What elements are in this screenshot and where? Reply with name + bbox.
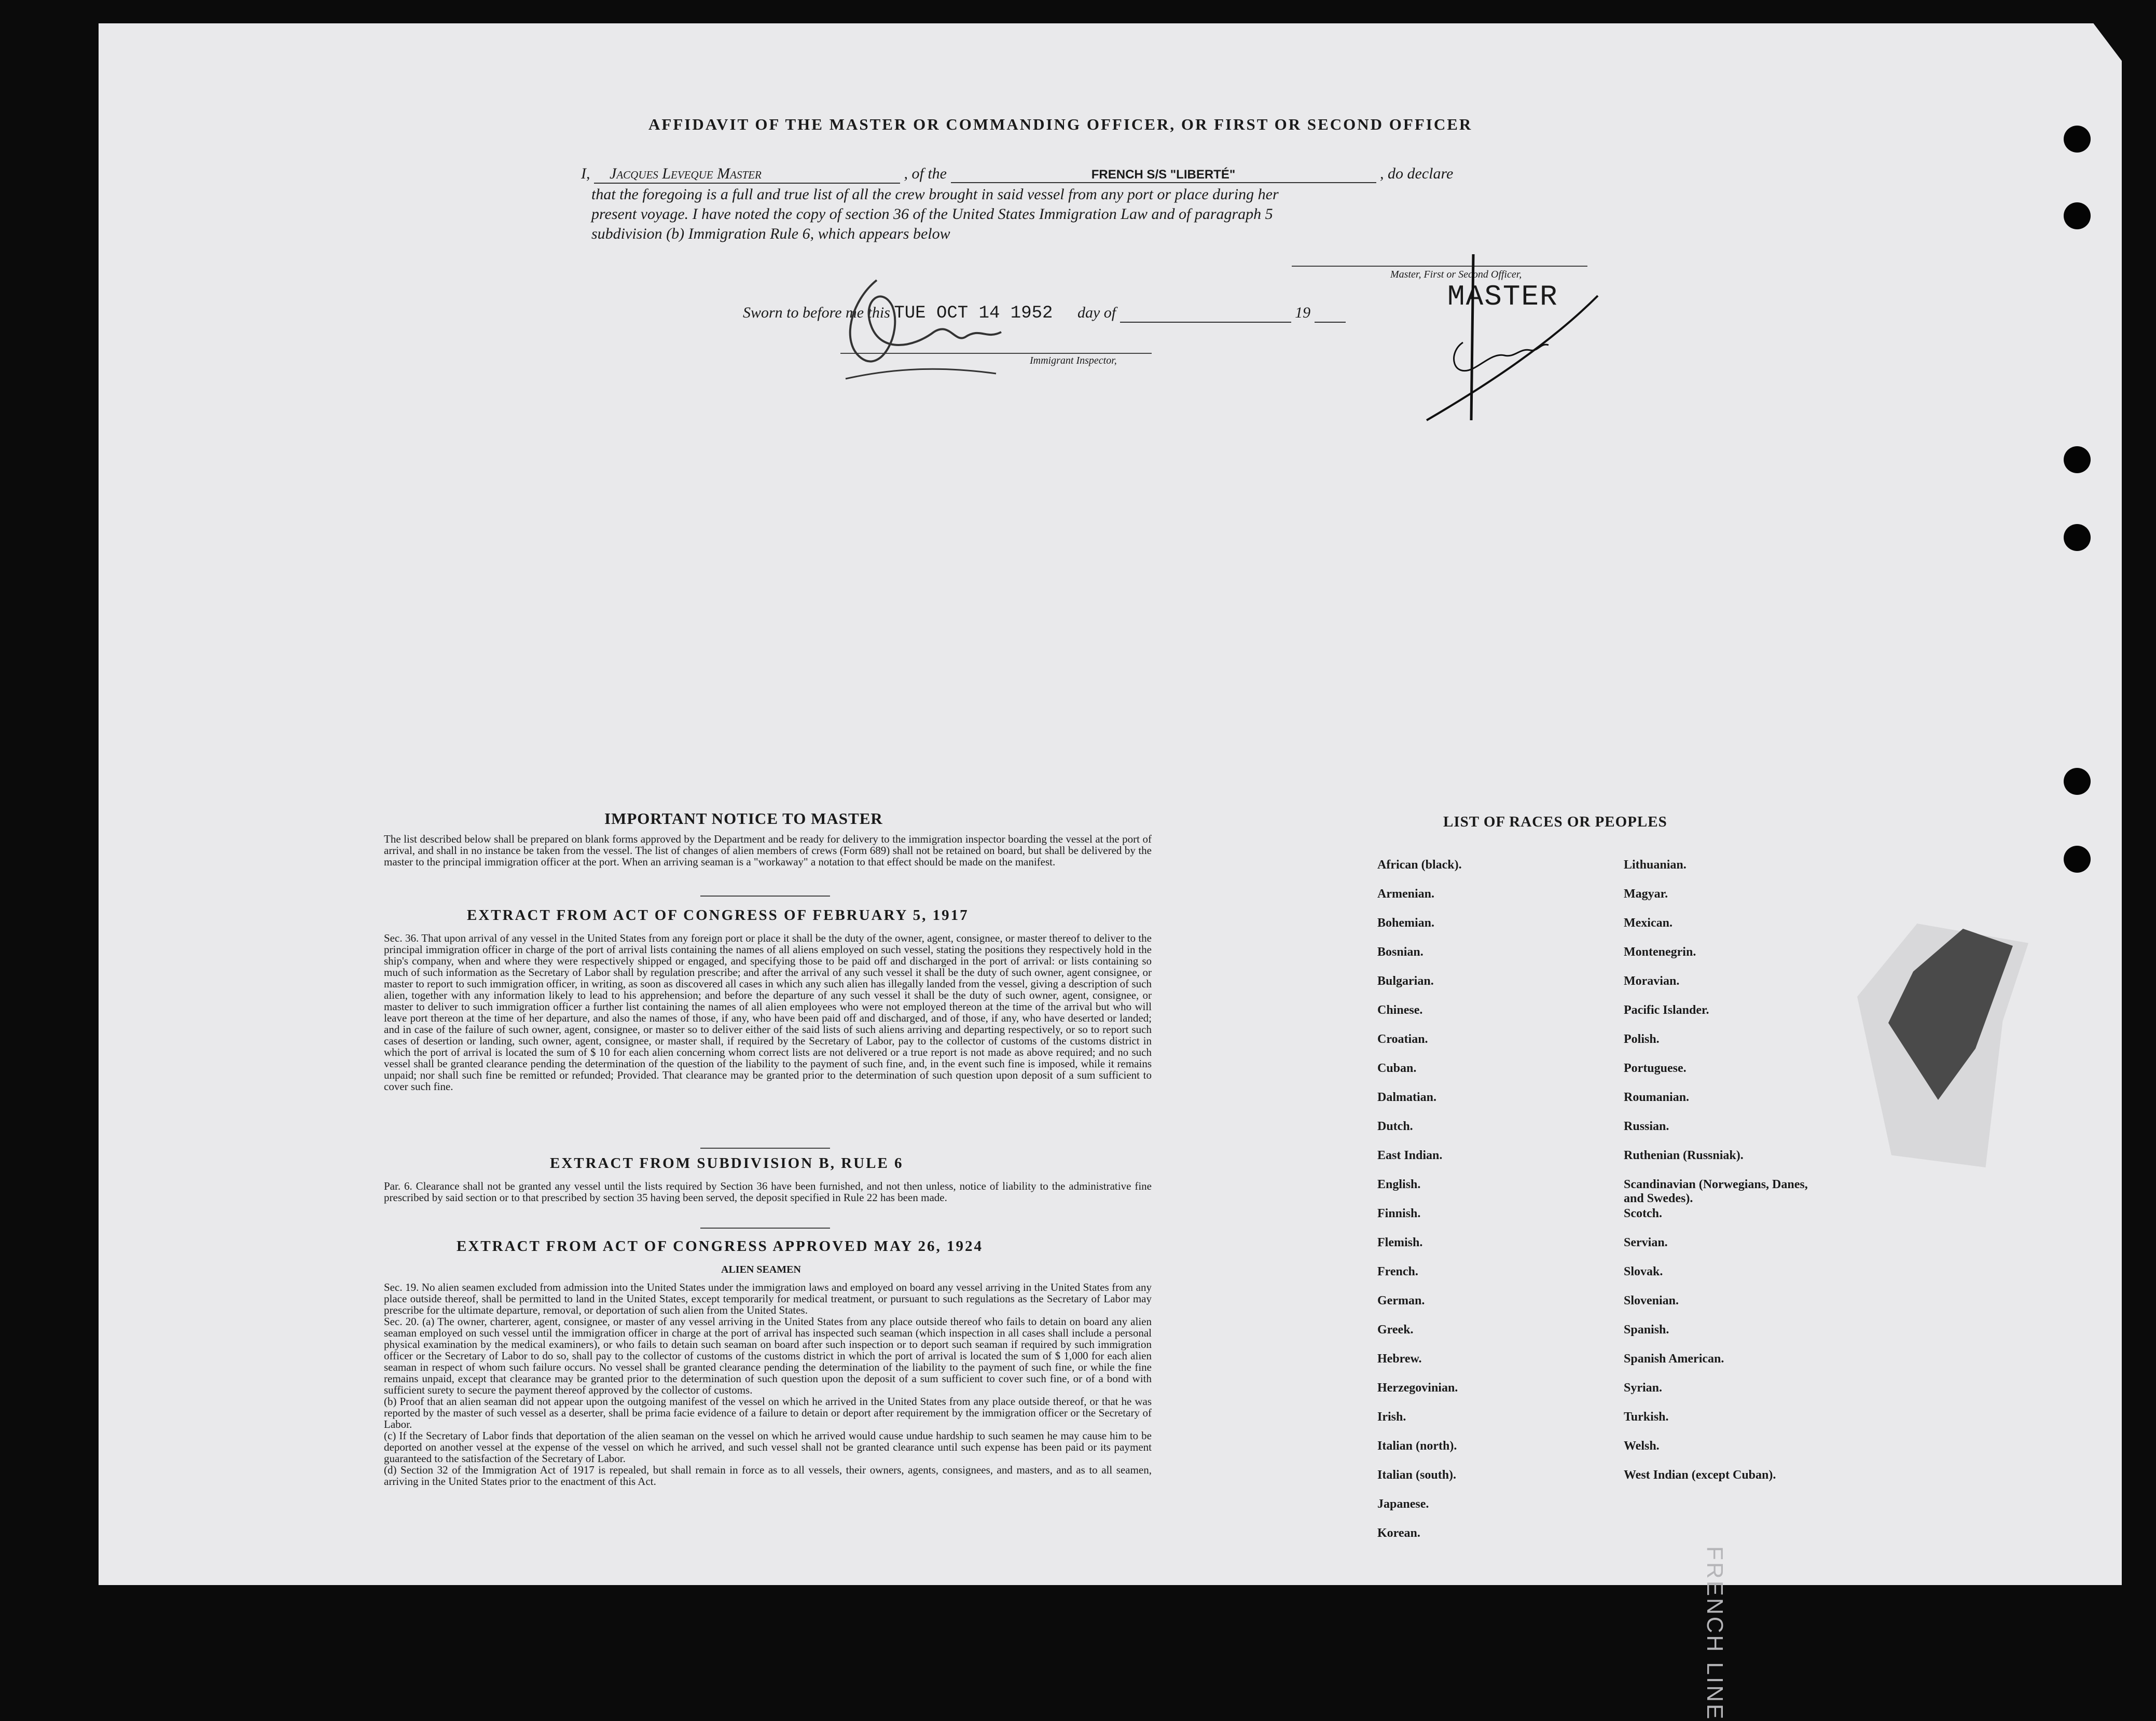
notice-body: The list described below shall be prepared on blank forms approved by the Department and be ready for delivery to the immigration inspector boarding the vessel at the port of arrival, and shall in no instance be taken from the vessel. The list of changes of alien members of crews (Form 689) shall not be retained on board, but shall be delivered by the master to the principal immigration officer at the port. When an arriving seaman is a "workaway" a notation to that effect should be made on the manifest.	[384, 833, 1152, 868]
sworn-date-stamp: TUE OCT 14 1952	[894, 304, 1053, 323]
race-item: Mexican.	[1624, 916, 1673, 930]
race-item: Hebrew.	[1377, 1352, 1422, 1366]
race-item: Pacific Islander.	[1624, 1003, 1709, 1017]
notice-block	[384, 833, 1152, 868]
race-item: Russian.	[1624, 1120, 1669, 1133]
race-item: Magyar.	[1624, 887, 1668, 901]
punch-hole	[2064, 846, 2091, 873]
extract-1917-title: EXTRACT FROM ACT OF CONGRESS OF FEBRUARY 5, 1917	[467, 907, 969, 924]
extract-rule6-title: EXTRACT FROM SUBDIVISION B, RULE 6	[550, 1155, 904, 1172]
extract-1924-p4: (c) If the Secretary of Labor finds that deportation of the alien seaman on the vessel on which he arrived would cause undue hardship to such seamen he may cause him to be deported on another vessel at the expense of the vessel on which he arrived, and such vessel shall not be granted clearance until such expense has been paid or its payment guaranteed to the satisfaction of the Secretary of Labor.	[384, 1429, 1152, 1465]
inspector-signature	[830, 270, 1048, 389]
race-item: Ruthenian (Russniak).	[1624, 1149, 1744, 1162]
inspector-caption: Immigrant Inspector,	[1030, 355, 1117, 366]
extract-1924-p2: Sec. 20. (a) The owner, charterer, agent, consignee, or master of any vessel arriving in the United States from any place outside thereof who fails to detain on board any alien seaman employed on such vessel until the immigration officer in charge at the port of arrival has inspected such seaman (which inspection in all cases shall include a personal physical examination by the medical examiners), or who fails to detain such seaman on board after such inspection or to deport such seaman if required by such immigration officer or the Secretary of Labor to do so, shall pay to the collector of customs of the customs district in which the port of arrival is located the sum of $ 1,000 for each alien seaman in respect of whom such failure occurs. No vessel shall be granted clearance pending the determination of the liability to the payment of such fine, or while the fine remains unpaid, except that clearance may be granted prior to the determination of such question upon the deposit of a sum sufficient to cover such fine, or of a bond with sufficient surety to secure the payment thereof approved by the collector of customs.	[384, 1315, 1152, 1396]
punch-hole	[2064, 126, 2091, 153]
race-item: Dalmatian.	[1377, 1091, 1436, 1104]
extract-1924-block	[384, 1282, 1152, 1487]
race-item: Moravian.	[1624, 974, 1680, 988]
master-name: Jacques Leveque Master	[594, 165, 900, 184]
race-item: West Indian (except Cuban).	[1624, 1468, 1776, 1482]
race-item: Croatian.	[1377, 1032, 1428, 1046]
declaration-suffix: , do declare	[1380, 165, 1454, 182]
race-item: French.	[1377, 1265, 1418, 1278]
sworn-prefix: Sworn to before me this	[743, 304, 890, 321]
race-item: Syrian.	[1624, 1381, 1663, 1395]
declaration-line-4: subdivision (b) Immigration Rule 6, which appears below	[591, 225, 950, 242]
affidavit-title: AFFIDAVIT OF THE MASTER OR COMMANDING OFFICER, OR FIRST OR SECOND OFFICER	[648, 115, 1473, 133]
race-item: German.	[1377, 1294, 1425, 1307]
sworn-year-blank	[1315, 304, 1346, 323]
extract-1924-subtitle: ALIEN SEAMEN	[721, 1264, 801, 1275]
race-item: Scotch.	[1624, 1207, 1662, 1220]
officer-caption: Master, First or Second Officer,	[1390, 269, 1522, 280]
punch-hole	[2064, 202, 2091, 229]
race-item: Polish.	[1624, 1032, 1660, 1046]
race-item: Spanish.	[1624, 1323, 1669, 1337]
extract-rule6-block	[384, 1180, 1152, 1203]
race-item: Japanese.	[1377, 1497, 1429, 1511]
extract-rule6-body: Par. 6. Clearance shall not be granted any vessel until the lists required by Section 36 have been furnished, and not then unless, notice of liability to the administrative fine prescribed by said section or to that prescribed by section 35 having been served, the deposit specified in Rule 22 has been made.	[384, 1180, 1152, 1204]
master-signature	[1416, 249, 1613, 425]
extract-1924-p3: (b) Proof that an alien seaman did not appear upon the outgoing manifest of the vessel on which he arrived in the United States from any place outside thereof, or that he was reported by the master of such vessel as a deserter, shall be prima facie evidence of a failure to detain or deport after requirement by the immigration officer or the Secretary of Labor.	[384, 1395, 1152, 1430]
race-item: East Indian.	[1377, 1149, 1443, 1162]
officer-master-stamp: MASTER	[1447, 280, 1558, 313]
vessel-name: FRENCH S/S "LIBERTÉ"	[951, 168, 1376, 183]
notice-title: IMPORTANT NOTICE TO MASTER	[604, 809, 883, 828]
race-item: Welsh.	[1624, 1439, 1660, 1453]
race-item: Irish.	[1377, 1410, 1406, 1424]
sworn-year: 19	[1295, 304, 1311, 321]
race-item: Bohemian.	[1377, 916, 1435, 930]
race-item: Korean.	[1377, 1526, 1420, 1540]
divider	[700, 1148, 830, 1149]
extract-1924-title: EXTRACT FROM ACT OF CONGRESS APPROVED MAY 26, 1924	[457, 1238, 983, 1255]
race-item: Herzegovinian.	[1377, 1381, 1458, 1395]
race-item: Bosnian.	[1377, 945, 1423, 959]
margin-note: FRENCH LINE	[1702, 1546, 1727, 1721]
race-item: Montenegrin.	[1624, 945, 1696, 959]
declaration-line-2: that the foregoing is a full and true list of all the crew brought in said vessel from any port or place during her	[591, 186, 1279, 203]
divider	[700, 896, 830, 897]
sworn-month-blank	[1120, 304, 1291, 323]
sworn-day-of: day of	[1077, 304, 1116, 321]
race-item: Portuguese.	[1624, 1062, 1687, 1075]
race-item: Servian.	[1624, 1236, 1668, 1249]
race-item: Slovenian.	[1624, 1294, 1679, 1307]
race-item: Lithuanian.	[1624, 858, 1687, 872]
race-item: Scandinavian (Norwegians, Danes, and Swedes).	[1624, 1178, 1808, 1205]
extract-1924-p1: Sec. 19. No alien seamen excluded from admission into the United States under the immigration laws and employed on board any vessel arriving in the United States from any place outside thereof, shall be permitted to land in the United States, except temporarily for medical treatment, or pursuant to such regulations as the Secretary of Labor may prescribe for the ultimate departure, removal, or deportation of such alien from the United States.	[384, 1281, 1152, 1316]
race-item: Turkish.	[1624, 1410, 1669, 1424]
race-item: Armenian.	[1377, 887, 1434, 901]
declaration-prefix: I,	[581, 165, 590, 182]
extract-1917-block	[384, 932, 1152, 1092]
race-item: Flemish.	[1377, 1236, 1423, 1249]
extract-1924-p5: (d) Section 32 of the Immigration Act of 1917 is repealed, but shall remain in force as to all vessels, their owners, agents, consignees, and masters, and as to all seamen, arriving in the United States prior to the enactment of this Act.	[384, 1464, 1152, 1488]
race-item: Slovak.	[1624, 1265, 1663, 1278]
declaration-of-the: , of the	[904, 165, 947, 182]
race-item: Italian (north).	[1377, 1439, 1457, 1453]
punch-hole	[2064, 768, 2091, 795]
extract-1917-body: Sec. 36. That upon arrival of any vessel in the United States from any foreign port or place it shall be the duty of the owner, agent, consignee, or master thereof to deliver to the principal immigration officer in charge of the port of arrival lists containing the names of all aliens employed on such vessel, stating the positions they respectively hold in the ship's company, when and where they were respectively shipped or engaged, and specifying those to be paid off and discharged in the port of arrival: or lists containing so much of such information as the Secretary of Labor shall by regulation prescribe; and after the arrival of any such vessel it shall be the duty of such owner, agent consignee, or master to report to such immigration officer, in writing, as soon as discovered all cases in which any such alien has illegally landed from the vessel, giving a description of such alien, together with any information likely to lead to his apprehension; and before the departure of any such vessel it shall be the duty of such owner, agent, consignee, or master to deliver to such immigration officer a further list containing the names of all alien employees who were not employed thereon at the time of the arrival but who will leave port thereon at the time of her departure, and also the names of those, if any, who have been paid off and discharged, and of those, if any, who have deserted or landed; and in case of the failure of such owner, agent, consignee, or master so to deliver either of the said lists of such aliens arriving and departing respectively, or so to report such cases of desertion or landing, such owner, agent, consignee, or master shall, if required by the Secretary of Labor, pay to the collector of customs of the customs district in which the port of arrival is located the sum of $ 10 for each alien concerning whom correct lists are not delivered or a true report is not made as above required; and no such vessel shall be granted clearance pending the determination of the question of the liability to the payment of such fine, and, in the event such fine is imposed, while it remains unpaid; nor shall such fine be remitted or refunded; Provided. That clearance may be granted prior to the determination of such question upon deposit of a sum sufficient to cover such fine.	[384, 932, 1152, 1093]
race-item: African (black).	[1377, 858, 1462, 872]
race-item: Cuban.	[1377, 1062, 1417, 1075]
race-item: English.	[1377, 1178, 1421, 1191]
race-item: Finnish.	[1377, 1207, 1421, 1220]
punch-hole	[2064, 446, 2091, 473]
declaration-line-1	[581, 165, 1453, 184]
punch-hole	[2064, 524, 2091, 551]
race-item: Italian (south).	[1377, 1468, 1457, 1482]
declaration-line-3: present voyage. I have noted the copy of section 36 of the United States Immigration Law and of paragraph 5	[591, 205, 1273, 223]
races-title: LIST OF RACES OR PEOPLES	[1443, 814, 1667, 830]
race-item: Roumanian.	[1624, 1091, 1690, 1104]
race-item: Greek.	[1377, 1323, 1414, 1337]
race-item: Chinese.	[1377, 1003, 1423, 1017]
race-item: Bulgarian.	[1377, 974, 1434, 988]
race-item: Dutch.	[1377, 1120, 1413, 1133]
race-item: Spanish American.	[1624, 1352, 1724, 1366]
divider	[700, 1228, 830, 1229]
